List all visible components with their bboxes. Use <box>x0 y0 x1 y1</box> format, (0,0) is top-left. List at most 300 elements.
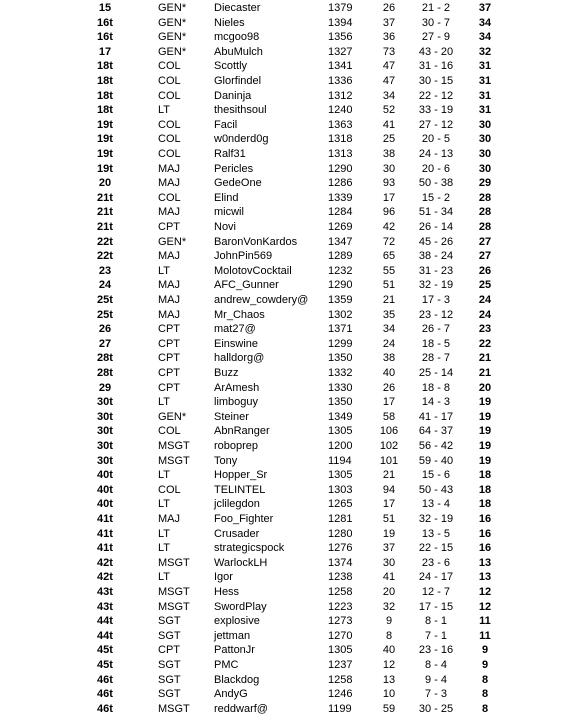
player-name: PMC <box>214 659 239 671</box>
player-name: Nieles <box>214 16 245 29</box>
grade-cell: MAJ <box>158 294 180 306</box>
rating-cell: 1194 <box>328 454 352 467</box>
points-cell: 19 <box>478 440 492 452</box>
rating-cell: 1237 <box>328 659 353 671</box>
games-cell: 51 <box>382 279 396 292</box>
rank-cell: 46t <box>97 702 113 715</box>
table-row <box>0 132 583 147</box>
rank-cell: 45t <box>97 644 113 657</box>
rank-cell: 23 <box>98 264 112 277</box>
points-cell: 11 <box>479 615 491 628</box>
rating-cell: 1286 <box>328 177 353 190</box>
rank-cell: 43t <box>97 586 113 598</box>
games-cell: 38 <box>382 352 396 365</box>
record-cell: 41 - 17 <box>418 410 454 423</box>
rank-cell: 40t <box>97 469 113 482</box>
points-cell: 21 <box>478 367 492 379</box>
points-cell: 26 <box>478 264 492 277</box>
rank-cell: 19t <box>97 133 113 146</box>
games-cell: 34 <box>382 323 396 336</box>
rating-cell: 1327 <box>328 45 353 58</box>
grade-cell: SGT <box>158 688 181 701</box>
grade-cell: MAJ <box>158 513 180 525</box>
rating-cell: 1276 <box>328 542 353 555</box>
games-cell: 65 <box>382 250 396 263</box>
games-cell: 102 <box>379 440 399 452</box>
record-cell: 15 - 6 <box>421 469 451 482</box>
grade-cell: CPT <box>158 221 180 233</box>
rating-cell: 1336 <box>328 75 353 87</box>
rank-cell: 22t <box>97 235 113 248</box>
player-name: Hess <box>214 586 240 598</box>
table-row <box>0 702 583 717</box>
player-name: mcgoo98 <box>214 31 260 44</box>
record-cell: 23 - 6 <box>421 556 451 569</box>
rank-cell: 21t <box>97 206 113 219</box>
record-cell: 56 - 42 <box>418 440 454 452</box>
table-row <box>0 366 583 381</box>
rank-cell: 27 <box>98 337 112 350</box>
grade-cell: CPT <box>158 352 180 365</box>
record-cell: 15 - 2 <box>421 191 451 204</box>
points-cell: 21 <box>478 352 492 365</box>
rank-cell: 19t <box>97 118 113 131</box>
record-cell: 21 - 2 <box>421 2 451 14</box>
rating-cell: 1374 <box>328 556 353 569</box>
table-row <box>0 424 583 439</box>
rating-cell: 1371 <box>328 323 353 336</box>
table-row <box>0 278 583 293</box>
record-cell: 7 - 1 <box>424 629 447 642</box>
record-cell: 25 - 14 <box>418 367 454 379</box>
points-cell: 25 <box>478 279 492 292</box>
grade-cell: LT <box>158 264 171 277</box>
rank-cell: 42t <box>97 571 113 584</box>
record-cell: 18 - 8 <box>421 381 451 394</box>
games-cell: 93 <box>382 177 396 190</box>
table-row <box>0 497 583 512</box>
rank-cell: 43t <box>97 600 113 613</box>
points-cell: 16 <box>478 527 492 540</box>
games-cell: 24 <box>382 337 396 350</box>
games-cell: 34 <box>382 89 396 102</box>
points-cell: 18 <box>478 469 492 482</box>
games-cell: 21 <box>382 294 396 306</box>
grade-cell: GEN* <box>158 2 187 14</box>
player-name: mat27@ <box>214 323 256 336</box>
rating-cell: 1299 <box>328 337 353 350</box>
points-cell: 31 <box>478 75 492 87</box>
points-cell: 28 <box>478 191 492 204</box>
games-cell: 47 <box>382 75 396 87</box>
table-row <box>0 220 583 235</box>
rank-cell: 18t <box>97 104 113 117</box>
games-cell: 9 <box>385 615 393 628</box>
player-name: Mr_Chaos <box>214 308 265 321</box>
player-name: Facil <box>214 118 238 131</box>
record-cell: 28 - 7 <box>421 352 451 365</box>
games-cell: 94 <box>382 483 396 496</box>
record-cell: 26 - 7 <box>421 323 451 336</box>
games-cell: 106 <box>379 425 399 438</box>
record-cell: 27 - 9 <box>421 31 451 44</box>
record-cell: 8 - 1 <box>424 615 447 628</box>
rank-cell: 30t <box>97 454 113 467</box>
player-name: Scottly <box>214 60 248 73</box>
rating-cell: 1258 <box>328 586 353 598</box>
grade-cell: SGT <box>158 629 181 642</box>
rating-cell: 1313 <box>328 148 353 160</box>
grade-cell: CPT <box>158 323 180 336</box>
player-name: Foo_Fighter <box>214 513 274 525</box>
player-name: jclilegdon <box>214 498 260 511</box>
player-name: Buzz <box>214 367 239 379</box>
record-cell: 12 - 7 <box>421 586 451 598</box>
grade-cell: MAJ <box>158 206 180 219</box>
grade-cell: GEN* <box>158 410 187 423</box>
points-cell: 34 <box>478 16 492 29</box>
games-cell: 26 <box>382 381 396 394</box>
rank-cell: 25t <box>97 294 113 306</box>
rating-cell: 1232 <box>328 264 353 277</box>
player-name: Glorfindel <box>214 75 262 87</box>
table-row <box>0 658 583 673</box>
grade-cell: CPT <box>158 337 180 350</box>
points-cell: 24 <box>478 294 492 306</box>
points-cell: 13 <box>478 556 492 569</box>
grade-cell: COL <box>158 425 181 438</box>
rank-cell: 40t <box>97 498 113 511</box>
grade-cell: MSGT <box>158 440 190 452</box>
games-cell: 17 <box>382 498 396 511</box>
points-cell: 30 <box>478 118 492 131</box>
record-cell: 20 - 6 <box>421 162 451 175</box>
record-cell: 27 - 12 <box>418 118 454 131</box>
rank-cell: 18t <box>97 75 113 87</box>
table-row <box>0 337 583 352</box>
record-cell: 33 - 19 <box>418 104 454 117</box>
player-name: roboprep <box>214 440 259 452</box>
rating-cell: 1265 <box>328 498 353 511</box>
player-name: Daninja <box>214 89 252 102</box>
games-cell: 32 <box>382 600 396 613</box>
table-row <box>0 629 583 644</box>
games-cell: 38 <box>382 148 396 160</box>
grade-cell: CPT <box>158 381 180 394</box>
points-cell: 31 <box>478 89 492 102</box>
grade-cell: COL <box>158 483 181 496</box>
table-row <box>0 395 583 410</box>
grade-cell: MSGT <box>158 600 190 613</box>
rating-cell: 1273 <box>328 615 353 628</box>
record-cell: 64 - 37 <box>418 425 454 438</box>
games-cell: 59 <box>382 702 396 715</box>
points-cell: 24 <box>478 308 492 321</box>
points-cell: 8 <box>481 688 489 701</box>
record-cell: 9 - 4 <box>424 673 447 686</box>
rank-cell: 28t <box>97 367 113 379</box>
table-row <box>0 103 583 118</box>
points-cell: 12 <box>478 600 492 613</box>
rating-cell: 1258 <box>328 673 353 686</box>
points-cell: 19 <box>478 396 492 409</box>
games-cell: 51 <box>382 513 396 525</box>
rank-cell: 46t <box>97 688 113 701</box>
rating-cell: 1356 <box>328 31 353 44</box>
games-cell: 37 <box>382 542 396 555</box>
record-cell: 24 - 17 <box>418 571 454 584</box>
player-name: thesithsoul <box>214 104 267 117</box>
rating-cell: 1223 <box>328 600 353 613</box>
table-row <box>0 176 583 191</box>
games-cell: 41 <box>382 571 396 584</box>
table-row <box>0 512 583 527</box>
rating-cell: 1290 <box>328 162 353 175</box>
points-cell: 9 <box>481 644 489 657</box>
rank-cell: 16t <box>97 16 113 29</box>
grade-cell: SGT <box>158 659 181 671</box>
grade-cell: SGT <box>158 673 181 686</box>
player-name: andrew_cowdery@ <box>214 294 309 306</box>
grade-cell: MAJ <box>158 250 180 263</box>
record-cell: 43 - 20 <box>418 45 454 58</box>
games-cell: 8 <box>385 629 393 642</box>
table-row <box>0 16 583 31</box>
points-cell: 19 <box>478 454 492 467</box>
grade-cell: MAJ <box>158 308 180 321</box>
player-name: limboguy <box>214 396 259 409</box>
games-cell: 19 <box>382 527 396 540</box>
table-row <box>0 205 583 220</box>
rating-cell: 1305 <box>328 644 353 657</box>
games-cell: 40 <box>382 367 396 379</box>
games-cell: 58 <box>382 410 396 423</box>
grade-cell: LT <box>158 498 171 511</box>
rating-cell: 1270 <box>328 629 353 642</box>
record-cell: 50 - 38 <box>418 177 454 190</box>
rating-cell: 1379 <box>328 2 353 14</box>
points-cell: 16 <box>478 513 492 525</box>
points-cell: 18 <box>478 498 492 511</box>
table-row <box>0 570 583 585</box>
player-name: Novi <box>214 221 237 233</box>
rank-cell: 41t <box>97 542 113 555</box>
record-cell: 30 - 7 <box>421 16 451 29</box>
points-cell: 29 <box>478 177 492 190</box>
rating-cell: 1303 <box>328 483 353 496</box>
player-name: Tony <box>214 454 238 467</box>
rank-cell: 21t <box>97 221 113 233</box>
games-cell: 96 <box>382 206 396 219</box>
record-cell: 14 - 3 <box>421 396 451 409</box>
grade-cell: LT <box>158 571 171 584</box>
player-name: MolotovCocktail <box>214 264 292 277</box>
record-cell: 13 - 4 <box>421 498 451 511</box>
grade-cell: LT <box>158 104 171 117</box>
table-row <box>0 1 583 16</box>
rank-cell: 19t <box>97 148 113 160</box>
grade-cell: LT <box>158 396 171 409</box>
games-cell: 25 <box>382 133 396 146</box>
player-name: AndyG <box>214 688 248 701</box>
rating-cell: 1341 <box>328 60 353 73</box>
games-cell: 101 <box>379 454 399 467</box>
table-row <box>0 89 583 104</box>
record-cell: 18 - 5 <box>421 337 451 350</box>
games-cell: 35 <box>382 308 396 321</box>
player-name: AFC_Gunner <box>214 279 279 292</box>
points-cell: 28 <box>478 221 492 233</box>
rating-cell: 1359 <box>328 294 353 306</box>
rank-cell: 28t <box>97 352 113 365</box>
points-cell: 30 <box>478 162 492 175</box>
record-cell: 59 - 40 <box>418 454 454 467</box>
grade-cell: MAJ <box>158 177 180 190</box>
games-cell: 41 <box>382 118 396 131</box>
grade-cell: GEN* <box>158 16 187 29</box>
record-cell: 31 - 16 <box>418 60 454 73</box>
rank-cell: 29 <box>98 381 112 394</box>
grade-cell: LT <box>158 542 171 555</box>
rating-cell: 1281 <box>328 513 353 525</box>
points-cell: 8 <box>481 702 489 715</box>
record-cell: 45 - 26 <box>418 235 454 248</box>
grade-cell: LT <box>158 527 171 540</box>
rating-cell: 1284 <box>328 206 353 219</box>
rating-cell: 1289 <box>328 250 353 263</box>
record-cell: 7 - 3 <box>424 688 447 701</box>
table-row <box>0 74 583 89</box>
grade-cell: COL <box>158 60 181 73</box>
table-row <box>0 351 583 366</box>
player-name: halldorg@ <box>214 352 265 365</box>
player-name: Elind <box>214 191 239 204</box>
rank-cell: 17 <box>98 45 112 58</box>
rating-cell: 1246 <box>328 688 353 701</box>
grade-cell: GEN* <box>158 45 187 58</box>
games-cell: 40 <box>382 644 396 657</box>
rank-cell: 41t <box>97 513 113 525</box>
points-cell: 28 <box>478 206 492 219</box>
points-cell: 30 <box>478 133 492 146</box>
table-row <box>0 643 583 658</box>
rank-cell: 44t <box>97 629 113 642</box>
player-name: Igor <box>214 571 233 584</box>
games-cell: 42 <box>382 221 396 233</box>
table-row <box>0 45 583 60</box>
table-row <box>0 483 583 498</box>
record-cell: 38 - 24 <box>418 250 454 263</box>
player-name: Einswine <box>214 337 259 350</box>
table-row <box>0 439 583 454</box>
player-name: TELINTEL <box>214 483 266 496</box>
rating-cell: 1394 <box>328 16 353 29</box>
points-cell: 9 <box>481 659 489 671</box>
table-row <box>0 118 583 133</box>
points-cell: 37 <box>478 2 492 14</box>
points-cell: 19 <box>478 425 492 438</box>
points-cell: 27 <box>478 250 492 263</box>
grade-cell: MSGT <box>158 454 190 467</box>
rating-cell: 1350 <box>328 352 353 365</box>
table-row <box>0 381 583 396</box>
grade-cell: MSGT <box>158 586 190 598</box>
games-cell: 37 <box>382 16 396 29</box>
player-name: reddwarf@ <box>214 702 268 715</box>
rating-cell: 1350 <box>328 396 353 409</box>
games-cell: 17 <box>382 191 396 204</box>
table-row <box>0 687 583 702</box>
rank-cell: 20 <box>98 177 112 190</box>
player-name: BaronVonKardos <box>214 235 298 248</box>
rating-cell: 1240 <box>328 104 353 117</box>
player-name: ArAmesh <box>214 381 260 394</box>
player-name: GedeOne <box>214 177 262 190</box>
record-cell: 23 - 16 <box>418 644 454 657</box>
rating-cell: 1302 <box>328 308 353 321</box>
points-cell: 13 <box>478 571 492 584</box>
rank-cell: 42t <box>97 556 113 569</box>
rating-cell: 1199 <box>328 702 352 715</box>
rank-cell: 18t <box>97 60 113 73</box>
record-cell: 24 - 13 <box>418 148 454 160</box>
rating-cell: 1330 <box>328 381 353 394</box>
player-name: Crusader <box>214 527 260 540</box>
rating-cell: 1305 <box>328 469 353 482</box>
games-cell: 10 <box>382 688 396 701</box>
record-cell: 30 - 25 <box>418 702 454 715</box>
table-row <box>0 527 583 542</box>
player-name: JohnPin569 <box>214 250 273 263</box>
player-name: Ralf31 <box>214 148 246 160</box>
player-name: WarlockLH <box>214 556 268 569</box>
points-cell: 31 <box>478 60 492 73</box>
rank-cell: 44t <box>97 615 113 628</box>
grade-cell: COL <box>158 148 181 160</box>
grade-cell: LT <box>158 469 171 482</box>
rank-cell: 15 <box>98 2 112 14</box>
record-cell: 32 - 19 <box>418 279 454 292</box>
grade-cell: CPT <box>158 644 180 657</box>
player-name: SwordPlay <box>214 600 267 613</box>
points-cell: 19 <box>478 410 492 423</box>
player-name: AbuMulch <box>214 45 263 58</box>
rank-cell: 19t <box>97 162 113 175</box>
rating-cell: 1280 <box>328 527 353 540</box>
grade-cell: MSGT <box>158 556 190 569</box>
player-name: PattonJr <box>214 644 255 657</box>
record-cell: 30 - 15 <box>418 75 454 87</box>
games-cell: 12 <box>382 659 396 671</box>
rank-cell: 22t <box>97 250 113 263</box>
games-cell: 13 <box>382 673 396 686</box>
table-row <box>0 308 583 323</box>
games-cell: 52 <box>382 104 396 117</box>
table-row <box>0 249 583 264</box>
player-name: w0nderd0g <box>214 133 269 146</box>
record-cell: 22 - 15 <box>418 542 454 555</box>
rank-cell: 45t <box>97 659 113 671</box>
table-row <box>0 264 583 279</box>
rating-cell: 1339 <box>328 191 353 204</box>
points-cell: 31 <box>478 104 492 117</box>
rating-cell: 1269 <box>328 221 353 233</box>
games-cell: 30 <box>382 162 396 175</box>
points-cell: 32 <box>478 45 492 58</box>
record-cell: 17 - 15 <box>418 600 454 613</box>
table-row <box>0 585 583 600</box>
player-name: Blackdog <box>214 673 260 686</box>
